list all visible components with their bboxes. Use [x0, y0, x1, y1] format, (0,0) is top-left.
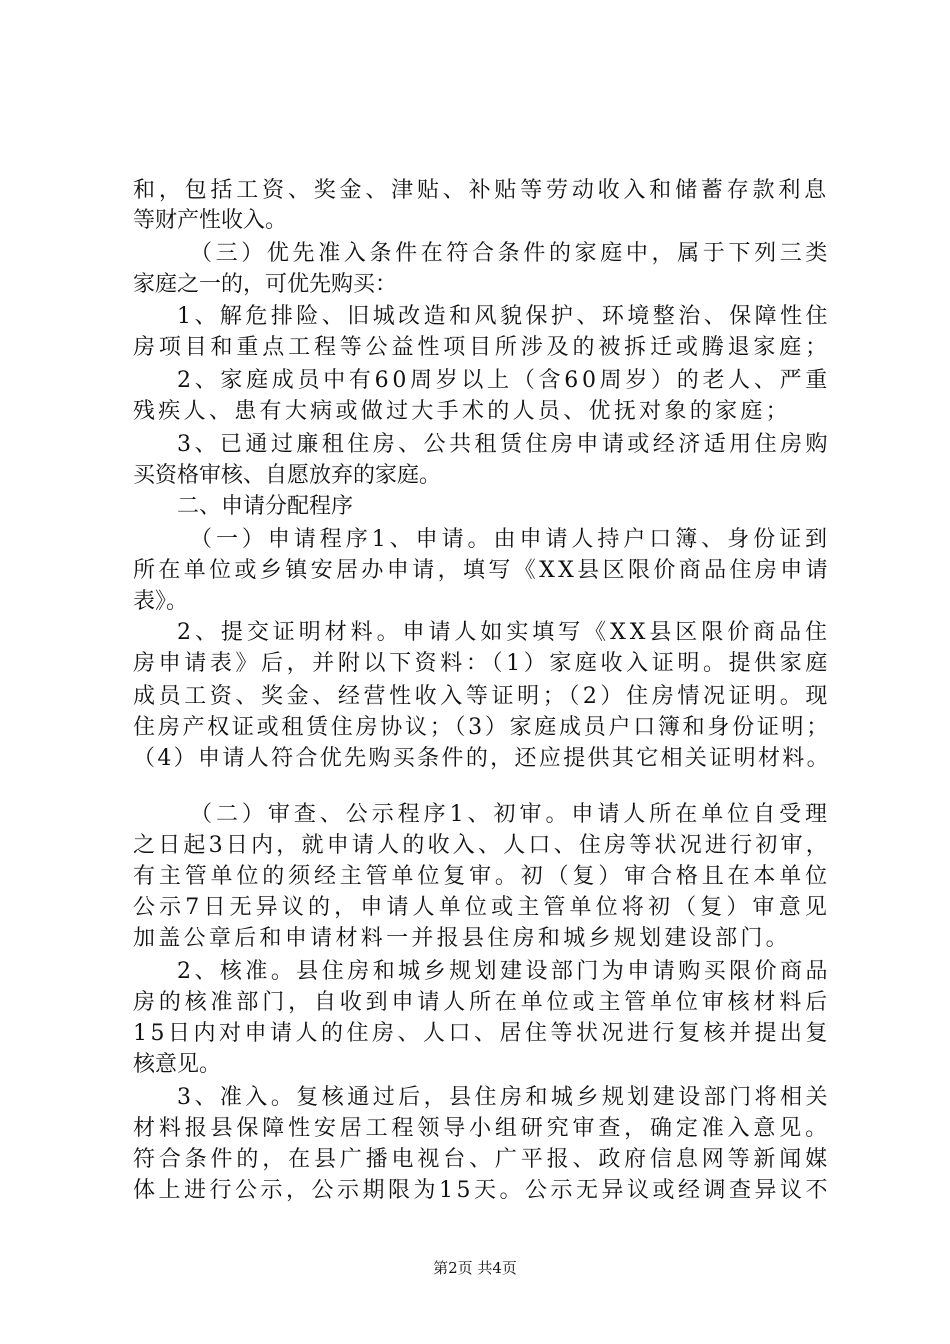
text-line: 加盖公章后和申请材料一并报县住房和城乡规划建设部门。: [133, 926, 791, 951]
text-line: 房申请表》后，并附以下资料：（1）家庭收入证明。提供家庭: [133, 651, 831, 676]
text-line: 体上进行公示，公示期限为15天。公示无异议或经调查异议不: [133, 1178, 831, 1203]
text-line: 1、解危排险、旧城改造和风貌保护、环境整治、保障性住: [177, 304, 831, 329]
text-line: （三）优先准入条件在符合条件的家庭中，属于下列三类: [190, 241, 831, 266]
text-line: 等财产性收入。: [133, 208, 288, 233]
text-line: 房项目和重点工程等公益性项目所涉及的被拆迁或腾退家庭；: [133, 335, 831, 360]
text-line: 表》。: [133, 589, 189, 614]
text-line: 有主管单位的须经主管单位复审。初（复）审合格且在本单位: [133, 864, 831, 889]
text-line: 3、准入。复核通过后，县住房和城乡规划建设部门将相关: [177, 1085, 831, 1110]
text-line: （二）审查、公示程序1、初审。申请人所在单位自受理: [190, 802, 831, 827]
text-line: 公示7日无异议的，申请人单位或主管单位将初（复）审意见: [133, 895, 831, 920]
text-line: （4）申请人符合优先购买条件的，还应提供其它相关证明材料。: [133, 746, 831, 771]
text-line: 家庭之一的，可优先购买：: [133, 272, 398, 297]
page-footer: 第2页 共4页: [433, 1259, 517, 1277]
text-line: 2、家庭成员中有60周岁以上（含60周岁）的老人、严重: [177, 368, 831, 393]
text-line: 成员工资、奖金、经营性收入等证明；（2）住房情况证明。现: [133, 684, 831, 709]
text-line: 3、已通过廉租住房、公共租赁住房申请或经济适用住房购: [177, 432, 831, 457]
text-line: （一）申请程序1、申请。由申请人持户口簿、身份证到: [190, 527, 831, 552]
text-line: 二、申请分配程序: [177, 494, 354, 519]
text-line: 房的核准部门，自收到申请人所在单位或主管单位审核材料后: [133, 990, 831, 1015]
text-line: 买资格审核、自愿放弃的家庭。: [133, 463, 442, 488]
text-line: 核意见。: [133, 1052, 222, 1077]
text-line: 所在单位或乡镇安居办申请，填写《XX县区限价商品住房申请: [133, 558, 831, 583]
text-line: 之日起3日内，就申请人的收入、人口、住房等状况进行初审，: [133, 833, 831, 858]
text-line: 材料报县保障性安居工程领导小组研究审查，确定准入意见。: [133, 1116, 831, 1141]
text-line: 和，包括工资、奖金、津贴、补贴等劳动收入和储蓄存款利息: [133, 178, 830, 203]
text-line: 15日内对申请人的住房、人口、居住等状况进行复核并提出复: [133, 1021, 831, 1046]
text-line: 2、提交证明材料。申请人如实填写《XX县区限价商品住: [177, 620, 831, 645]
text-line: 残疾人、患有大病或做过大手术的人员、优抚对象的家庭；: [133, 399, 791, 424]
text-line: 住房产权证或租赁住房协议；（3）家庭成员户口簿和身份证明；: [133, 715, 831, 740]
text-line: 符合条件的，在县广播电视台、广平报、政府信息网等新闻媒: [133, 1147, 831, 1172]
text-line: 2、核准。县住房和城乡规划建设部门为申请购买限价商品: [177, 959, 831, 984]
